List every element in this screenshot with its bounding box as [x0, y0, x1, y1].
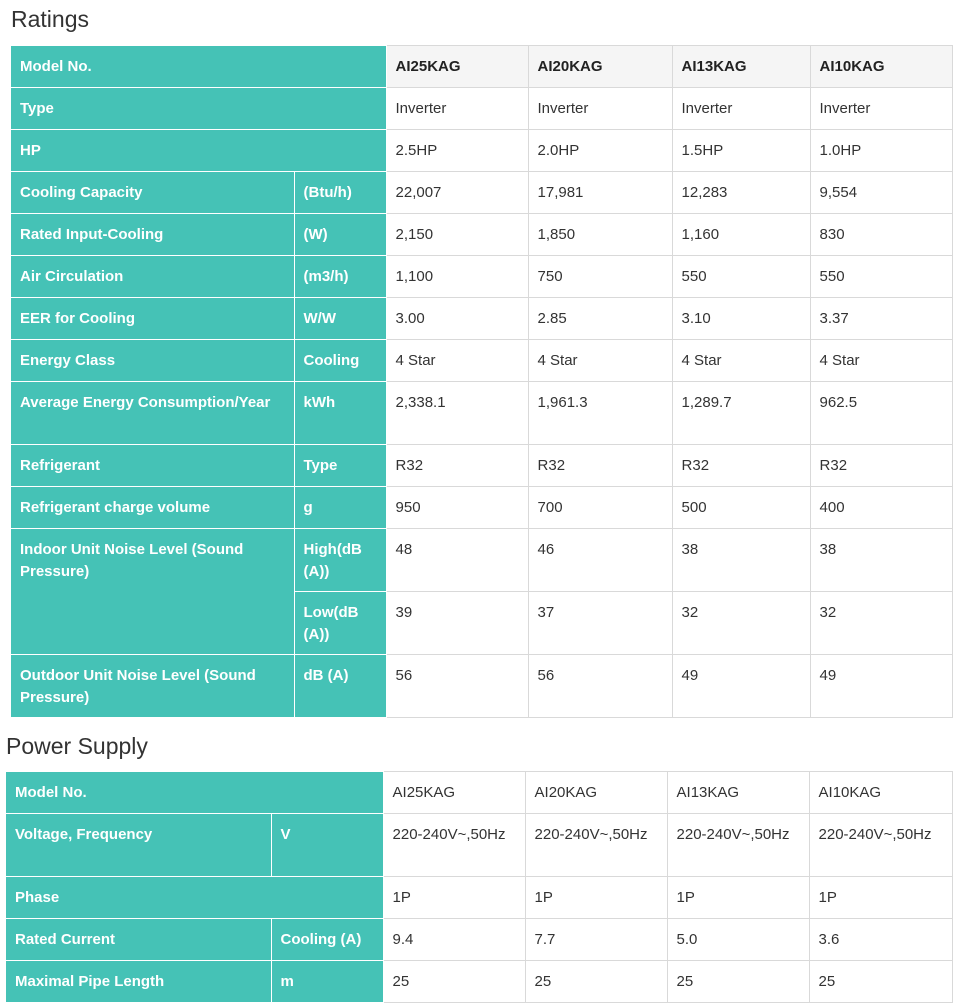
row-unit: (W) — [294, 214, 386, 256]
row-label: Average Energy Consumption/Year — [11, 382, 294, 445]
table-cell: 32 — [672, 592, 810, 655]
table-cell: 2.85 — [528, 298, 672, 340]
model-header: AI13KAG — [667, 772, 809, 814]
table-cell: 2,338.1 — [386, 382, 528, 445]
row-label: HP — [11, 130, 386, 172]
table-cell: 22,007 — [386, 172, 528, 214]
row-label: EER for Cooling — [11, 298, 294, 340]
table-cell: 25 — [667, 961, 809, 1003]
row-unit: kWh — [294, 382, 386, 445]
table-cell: Inverter — [528, 88, 672, 130]
table-cell: 550 — [672, 256, 810, 298]
table-cell: 1,850 — [528, 214, 672, 256]
table-cell: 4 Star — [386, 340, 528, 382]
row-unit: W/W — [294, 298, 386, 340]
table-cell: 1P — [525, 877, 667, 919]
table-row — [11, 172, 952, 214]
table-cell: R32 — [810, 445, 952, 487]
table-row — [11, 340, 952, 382]
table-cell: 1,160 — [672, 214, 810, 256]
table-row — [11, 382, 952, 445]
table-row — [11, 445, 952, 487]
row-label: Air Circulation — [11, 256, 294, 298]
table-row — [6, 814, 952, 877]
row-unit: g — [294, 487, 386, 529]
row-unit: Type — [294, 445, 386, 487]
model-header: AI20KAG — [525, 772, 667, 814]
table-cell: 1,289.7 — [672, 382, 810, 445]
table-cell: 3.37 — [810, 298, 952, 340]
table-cell: 220-240V~,50Hz — [809, 814, 952, 877]
table-cell: 4 Star — [810, 340, 952, 382]
model-header: AI10KAG — [810, 46, 952, 88]
row-unit: Cooling — [294, 340, 386, 382]
table-cell: 49 — [672, 655, 810, 718]
table-cell: 38 — [672, 529, 810, 592]
table-cell: 950 — [386, 487, 528, 529]
model-header: AI13KAG — [672, 46, 810, 88]
table-cell: Inverter — [672, 88, 810, 130]
table-cell: 38 — [810, 529, 952, 592]
row-label: Outdoor Unit Noise Level (Sound Pressure) — [11, 655, 294, 718]
table-cell: 25 — [383, 961, 525, 1003]
model-no-label: Model No. — [6, 772, 383, 814]
table-cell: 56 — [386, 655, 528, 718]
table-cell: 830 — [810, 214, 952, 256]
table-cell: 1P — [383, 877, 525, 919]
row-unit: V — [271, 814, 383, 877]
table-cell: R32 — [528, 445, 672, 487]
table-cell: 1,961.3 — [528, 382, 672, 445]
table-cell: 550 — [810, 256, 952, 298]
table-cell: 500 — [672, 487, 810, 529]
table-cell: 3.00 — [386, 298, 528, 340]
table-cell: Inverter — [810, 88, 952, 130]
model-header: AI10KAG — [809, 772, 952, 814]
table-cell: 4 Star — [672, 340, 810, 382]
table-cell: 5.0 — [667, 919, 809, 961]
row-label: Voltage, Frequency — [6, 814, 271, 877]
table-cell: 2,150 — [386, 214, 528, 256]
table-cell: 46 — [528, 529, 672, 592]
row-unit: dB (A) — [294, 655, 386, 718]
table-cell: 1P — [667, 877, 809, 919]
table-cell: 48 — [386, 529, 528, 592]
table-cell: 400 — [810, 487, 952, 529]
table-cell: 220-240V~,50Hz — [525, 814, 667, 877]
table-row — [6, 877, 952, 919]
row-label: Rated Current — [6, 919, 271, 961]
model-header: AI25KAG — [386, 46, 528, 88]
row-label: Phase — [6, 877, 383, 919]
table-cell: 56 — [528, 655, 672, 718]
table-row — [11, 529, 952, 592]
row-label: Energy Class — [11, 340, 294, 382]
row-unit: (Btu/h) — [294, 172, 386, 214]
table-row — [6, 919, 952, 961]
table-row — [11, 298, 952, 340]
table-cell: Inverter — [386, 88, 528, 130]
row-unit: (m3/h) — [294, 256, 386, 298]
model-header: AI20KAG — [528, 46, 672, 88]
power-supply-title: Power Supply — [6, 733, 148, 759]
table-cell: 2.0HP — [528, 130, 672, 172]
table-cell: 1P — [809, 877, 952, 919]
table-row — [6, 961, 952, 1003]
table-cell: 12,283 — [672, 172, 810, 214]
model-no-label: Model No. — [11, 46, 386, 88]
row-unit: Cooling (A) — [271, 919, 383, 961]
table-cell: 2.5HP — [386, 130, 528, 172]
table-cell: 9,554 — [810, 172, 952, 214]
table-cell: 1,100 — [386, 256, 528, 298]
model-header: AI25KAG — [383, 772, 525, 814]
table-cell: 17,981 — [528, 172, 672, 214]
row-unit: High(dB (A)) — [294, 529, 386, 592]
table-row — [11, 655, 952, 718]
table-row — [11, 487, 952, 529]
power-supply-table — [6, 771, 953, 1003]
row-label: Maximal Pipe Length — [6, 961, 271, 1003]
table-cell: 700 — [528, 487, 672, 529]
ratings-table — [11, 45, 953, 718]
row-unit: Low(dB (A)) — [294, 592, 386, 655]
table-row — [11, 130, 952, 172]
row-label: Refrigerant — [11, 445, 294, 487]
table-row — [11, 256, 952, 298]
table-cell: 25 — [809, 961, 952, 1003]
table-row — [6, 772, 952, 814]
table-cell: 9.4 — [383, 919, 525, 961]
table-cell: 32 — [810, 592, 952, 655]
table-row — [11, 88, 952, 130]
table-cell: 220-240V~,50Hz — [667, 814, 809, 877]
table-cell: 4 Star — [528, 340, 672, 382]
table-cell: 3.10 — [672, 298, 810, 340]
row-label: Type — [11, 88, 386, 130]
row-label: Refrigerant charge volume — [11, 487, 294, 529]
table-cell: 962.5 — [810, 382, 952, 445]
table-cell: 37 — [528, 592, 672, 655]
ratings-title: Ratings — [11, 6, 89, 32]
row-unit: m — [271, 961, 383, 1003]
table-row — [11, 214, 952, 256]
table-row — [11, 46, 952, 88]
table-cell: 3.6 — [809, 919, 952, 961]
table-cell: 1.0HP — [810, 130, 952, 172]
table-cell: 1.5HP — [672, 130, 810, 172]
table-cell: 220-240V~,50Hz — [383, 814, 525, 877]
row-label: Cooling Capacity — [11, 172, 294, 214]
table-cell: 25 — [525, 961, 667, 1003]
table-cell: R32 — [386, 445, 528, 487]
row-label: Rated Input-Cooling — [11, 214, 294, 256]
table-cell: 39 — [386, 592, 528, 655]
row-label: Indoor Unit Noise Level (Sound Pressure) — [11, 529, 294, 655]
table-cell: R32 — [672, 445, 810, 487]
table-cell: 7.7 — [525, 919, 667, 961]
table-cell: 49 — [810, 655, 952, 718]
table-cell: 750 — [528, 256, 672, 298]
